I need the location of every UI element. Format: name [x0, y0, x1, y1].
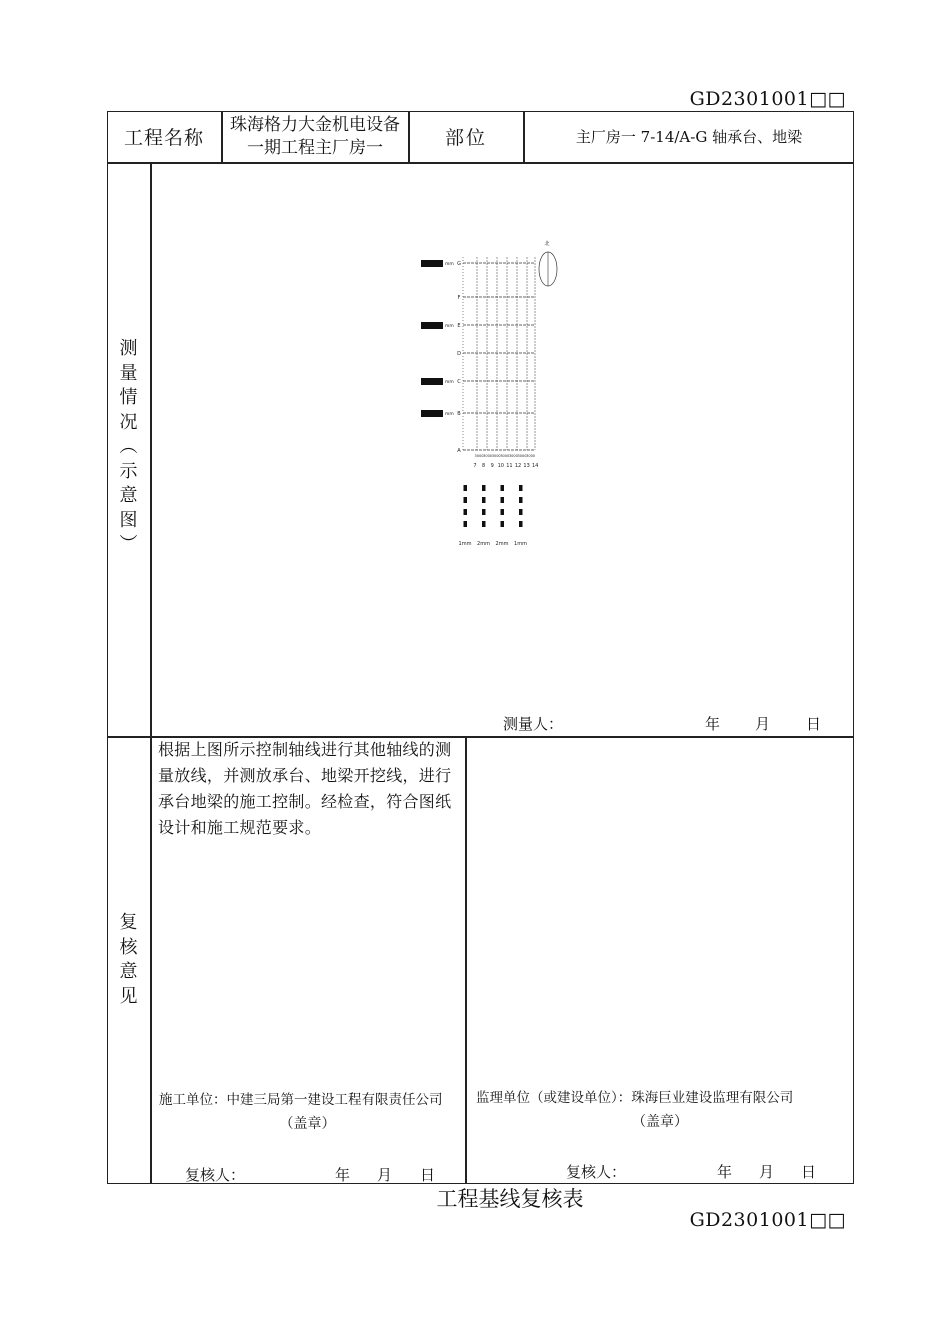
north-label: 北 [544, 241, 550, 247]
project-name-line2: 一期工程主厂房一 [247, 137, 383, 158]
row-deviation-value: mm [445, 380, 454, 385]
survey-month: 月 [755, 715, 771, 733]
row-deviation-mark [421, 260, 443, 267]
part-label: 部位 [444, 127, 487, 149]
supervision-review-day: 日 [801, 1163, 817, 1181]
col-axis-label: 7 [473, 463, 477, 469]
col-span-label: 3000 [517, 454, 527, 458]
col-deviation-value: 1mm [458, 541, 472, 547]
col-deviation-value: 2mm [477, 541, 490, 547]
survey-label-char: 图 [119, 509, 138, 531]
col-deviation-mark [501, 485, 505, 491]
survey-label-char: 示 [119, 460, 138, 482]
col-span-label: 3000 [491, 454, 501, 458]
survey-sketch [415, 235, 570, 555]
col-deviation-mark [501, 509, 505, 515]
row-axis-label: B [457, 411, 461, 417]
col-axis-label: 13 [523, 463, 530, 469]
col-span-label: 3000 [508, 454, 518, 458]
col-axis-label: 10 [497, 463, 504, 469]
row-deviation-mark [421, 410, 443, 417]
col-deviation-mark [519, 497, 523, 503]
survey-section-label [107, 335, 150, 560]
review-label-char: 复 [119, 912, 138, 933]
survey-year: 年 [705, 715, 721, 733]
project-name-label: 工程名称 [123, 127, 204, 149]
construction-review-year: 年 [335, 1166, 351, 1184]
col-deviation-mark [482, 485, 486, 491]
review-label-char: 见 [119, 985, 138, 1007]
col-axis-label: 12 [514, 463, 522, 469]
survey-label-char: 量 [119, 362, 138, 384]
col-deviation-mark [519, 485, 523, 491]
review-opinion: 根据上图所示控制轴线进行其他轴线的测量放线，并测放承台、地梁开挖线，进行承台地梁的施工控制。经检查，符合图纸设计和施工规范要求。 [158, 740, 452, 837]
construction-review-month: 月 [377, 1166, 393, 1184]
project-name-line1: 珠海格力大金机电设备 [230, 114, 400, 135]
row-axis-label: F [457, 295, 461, 301]
construction-reviewer-label: 复核人： [185, 1166, 246, 1184]
construction-seal: （盖章） [279, 1116, 336, 1132]
col-deviation-mark [482, 509, 486, 515]
survey-label-char: 情 [119, 387, 138, 409]
col-deviation-value: 2mm [495, 541, 509, 547]
construction-unit: 施工单位：中建三局第一建设工程有限责任公司 [159, 1092, 443, 1108]
document-title: 工程基线复核表 [436, 1187, 584, 1211]
row-deviation-value: mm [445, 324, 454, 329]
supervision-unit: 监理单位（或建设单位）：珠海巨业建设监理有限公司 [476, 1090, 794, 1106]
row-deviation-mark [421, 322, 443, 329]
survey-label-char: ︶ [119, 534, 138, 556]
row-axis-label: D [457, 351, 461, 357]
divider [107, 162, 854, 164]
col-axis-label: 9 [490, 463, 494, 469]
survey-label-char: 况 [119, 411, 138, 433]
col-deviation-value: 1mm [514, 541, 527, 547]
row-axis-label: A [457, 448, 461, 454]
col-axis-label: 8 [482, 463, 486, 469]
col-deviation-mark [501, 521, 505, 527]
project-name-value [222, 111, 408, 162]
supervision-review-month: 月 [759, 1163, 775, 1181]
col-deviation-mark [482, 497, 486, 503]
row-deviation-value: mm [445, 412, 454, 417]
row-axis-label: E [457, 323, 461, 329]
document-code-bottom: GD2301001□□ [689, 1209, 846, 1231]
supervision-review-year: 年 [717, 1163, 733, 1181]
col-axis-label: 11 [506, 463, 513, 469]
survey-label-char: 意 [119, 485, 138, 507]
col-deviation-mark [482, 521, 486, 527]
surveyor-label: 测量人： [503, 715, 564, 733]
col-axis-label: 14 [532, 463, 539, 469]
row-axis-label: C [457, 379, 461, 385]
survey-label-char: ︵ [119, 436, 138, 458]
review-section-label [107, 910, 150, 1010]
survey-label-char: 测 [119, 338, 138, 360]
supervision-reviewer-label: 复核人： [566, 1163, 627, 1181]
col-span-label: 3000 [474, 454, 484, 458]
document-code-top: GD2301001□□ [689, 88, 846, 110]
row-deviation-mark [421, 378, 443, 385]
col-deviation-mark [519, 521, 523, 527]
construction-review-day: 日 [420, 1166, 436, 1184]
col-span-label: 3000 [526, 454, 536, 458]
survey-day: 日 [806, 715, 822, 733]
review-label-char: 意 [119, 961, 138, 982]
divider [150, 162, 152, 1184]
col-span-label: 3000 [483, 454, 493, 458]
row-deviation-value: mm [445, 262, 454, 267]
review-label-char: 核 [119, 936, 138, 958]
col-deviation-mark [519, 509, 523, 515]
part-value: 主厂房一 7-14/A-G 轴承台、地梁 [575, 128, 803, 146]
col-deviation-mark [501, 497, 505, 503]
supervision-seal: （盖章） [632, 1114, 688, 1130]
col-span-label: 3000 [500, 454, 510, 458]
col-deviation-mark [464, 509, 468, 515]
row-axis-label: G [457, 261, 461, 267]
col-deviation-mark [464, 485, 468, 491]
col-deviation-mark [464, 521, 468, 527]
col-deviation-mark [464, 497, 468, 503]
